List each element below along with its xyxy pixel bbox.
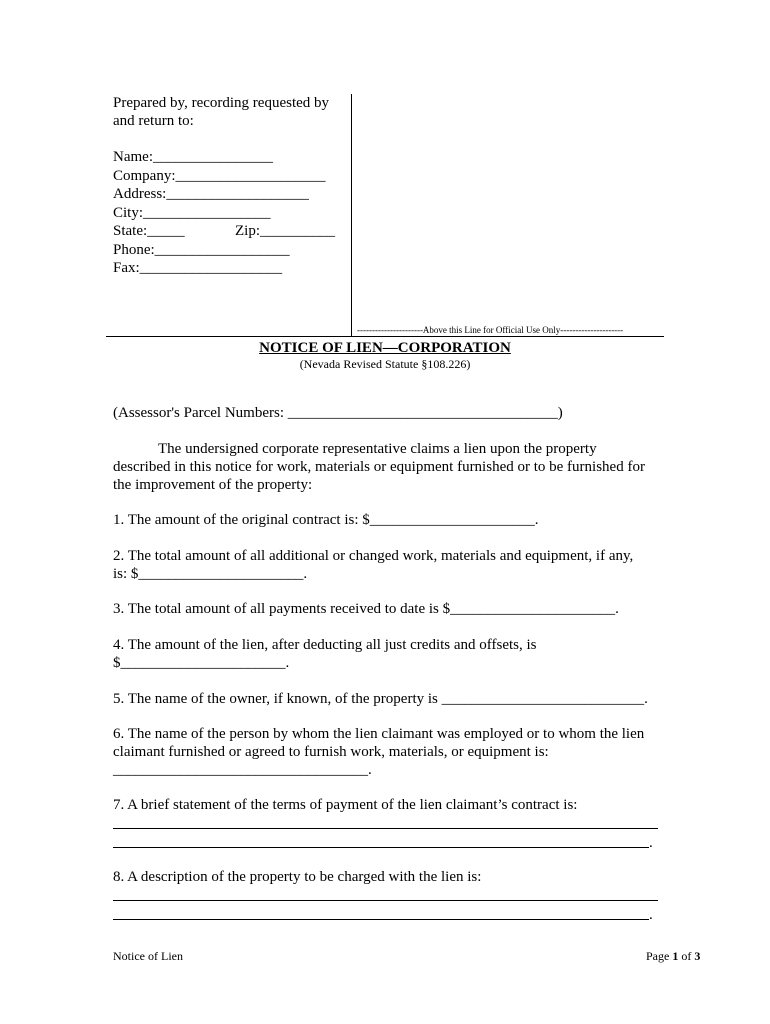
city-field[interactable]: City:_________________	[113, 205, 271, 221]
item-7-line-1: 7. A brief statement of the terms of payment of the lien claimant’s contract is:	[113, 797, 578, 813]
item-7-period: .	[649, 835, 653, 851]
item-6-employer-name[interactable]: __________________________________.	[113, 762, 372, 778]
page-number	[646, 949, 700, 963]
item-6-line-2: claimant furnished or agreed to furnish work, materials, or equipment is:	[113, 744, 549, 760]
state-field[interactable]: State:_____	[113, 223, 185, 239]
intro-line-2: described in this notice for work, materials or equipment furnished or to be furnished for	[113, 459, 645, 475]
item-8-line-1: 8. A description of the property to be charged with the lien is:	[113, 869, 482, 885]
document-title: NOTICE OF LIEN—CORPORATION	[259, 340, 511, 356]
official-use-notice: ----------------------Above this Line for Official Use Only---------------------	[357, 325, 624, 335]
item-6-line-1: 6. The name of the person by whom the lien claimant was employed or to whom the lien	[113, 726, 645, 742]
statute-reference: (Nevada Revised Statute §108.226)	[299, 357, 471, 371]
item-8-answer-line-1[interactable]	[113, 900, 658, 901]
recording-area-divider	[351, 94, 352, 336]
phone-field[interactable]: Phone:__________________	[113, 242, 290, 258]
intro-line-1: The undersigned corporate representative claims a lien upon the property	[158, 441, 597, 457]
return-to-line: and return to:	[113, 113, 194, 129]
item-4-line-1: 4. The amount of the lien, after deducting all just credits and offsets, is	[113, 637, 537, 653]
item-2-line-1: 2. The total amount of all additional or changed work, materials and equipment, if any,	[113, 548, 634, 564]
prepared-by-line: Prepared by, recording requested by	[113, 95, 330, 111]
item-4-lien-amount[interactable]: $______________________.	[113, 655, 290, 671]
current-page: 1	[672, 949, 679, 963]
item-7-answer-line-2[interactable]	[113, 847, 649, 848]
intro-line-3: the improvement of the property:	[113, 477, 313, 493]
official-use-line	[106, 336, 664, 337]
item-5-owner-name[interactable]: 5. The name of the owner, if known, of the property is ___________________________.	[113, 691, 648, 707]
fax-field[interactable]: Fax:___________________	[113, 260, 283, 276]
parcel-numbers-field[interactable]: (Assessor's Parcel Numbers: ____________________________________)	[113, 405, 563, 421]
address-field[interactable]: Address:___________________	[113, 186, 309, 202]
item-8-period: .	[649, 907, 653, 923]
name-field[interactable]: Name:________________	[113, 149, 273, 165]
item-8-answer-line-2[interactable]	[113, 919, 649, 920]
item-7-answer-line-1[interactable]	[113, 828, 658, 829]
page-of: of	[681, 949, 692, 963]
company-field[interactable]: Company:____________________	[113, 168, 326, 184]
item-2-additional-work[interactable]: is: $______________________.	[113, 566, 308, 582]
zip-field[interactable]: Zip:__________	[235, 223, 335, 239]
item-3-payments-received[interactable]: 3. The total amount of all payments received to date is $______________________.	[113, 601, 619, 617]
item-1-original-contract[interactable]: 1. The amount of the original contract is: $______________________.	[113, 512, 539, 528]
page-prefix: Page	[646, 949, 670, 963]
footer-title: Notice of Lien	[113, 949, 183, 963]
total-pages: 3	[694, 949, 701, 963]
